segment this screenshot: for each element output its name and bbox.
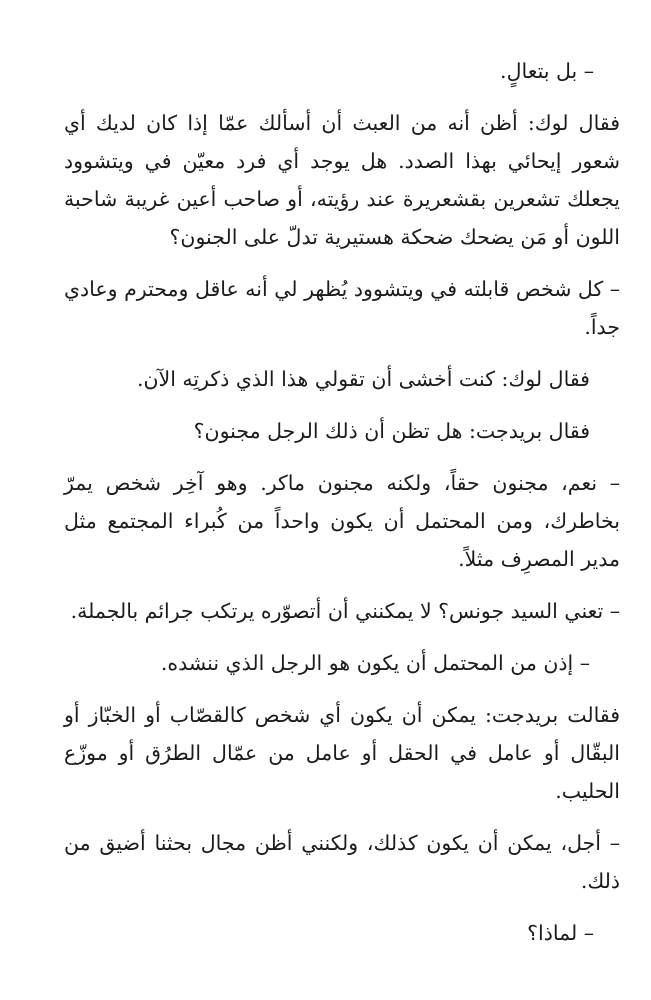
paragraph: فقال لوك: كنت أخشى أن تقولي هذا الذي ذكرتِه الآن. (136, 367, 590, 391)
paragraph: – كل شخص قابلته في ويتشوود يُظهر لي أنه عاقل ومحترم وعادي جداً. (64, 277, 620, 339)
document-page (64, 52, 620, 966)
paragraph: فقالت بريدجت: يمكن أن يكون أي شخص كالقصّاب أو الخبّاز أو البقّال أو عامل في الحقل أو عامل من عمّال الطرُق أو موزّع الحليب. (64, 703, 620, 803)
paragraph: – بل بتعالٍ. (500, 59, 594, 83)
paragraph: – نعم، مجنون حقاً، ولكنه مجنون ماكر. وهو آخِر شخص يمرّ بخاطرك، ومن المحتمل أن يكون واحداً من كُبراء المجتمع مثل مدير المصرِف مثلاً. (64, 471, 620, 571)
paragraph: – لماذا؟ (527, 921, 594, 945)
paragraph: فقال بريدجت: هل تظن أن ذلك الرجل مجنون؟ (193, 419, 590, 443)
paragraph: فقال لوك: أظن أنه من العبث أن أسألك عمّا إذا كان لديك أي شعور إيحائي بهذا الصدد. هل يوجد أي فرد معيّن في ويتشوود يجعلك تشعرين بقشعريرة عند رؤيته، أو صاحب أعين غريبة شاحبة اللون أو مَن يضحك ضحكة هستيرية تدلّ على الجنون؟ (64, 111, 620, 249)
paragraph: – أجل، يمكن أن يكون كذلك، ولكنني أظن مجال بحثنا أضيق من ذلك. (64, 831, 620, 893)
paragraph: – إذن من المحتمل أن يكون هو الرجل الذي ننشده. (160, 651, 590, 675)
paragraph: – تعني السيد جونس؟ لا يمكنني أن أتصوّره يرتكب جرائم بالجملة. (70, 599, 620, 623)
